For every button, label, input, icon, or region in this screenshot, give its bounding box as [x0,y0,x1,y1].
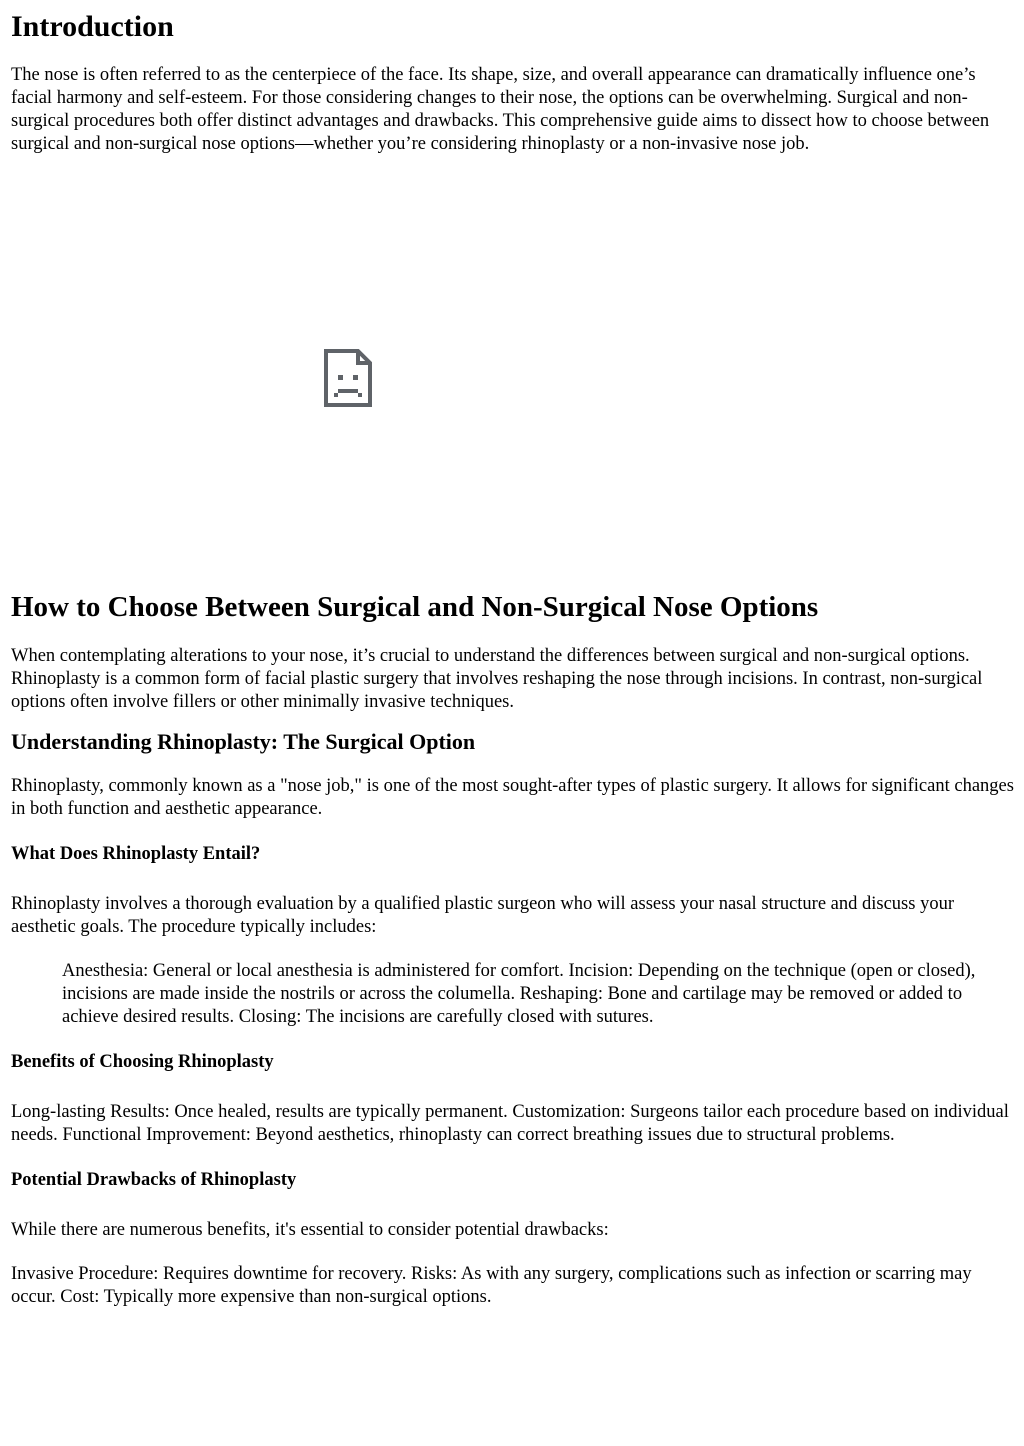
intro-paragraph: The nose is often referred to as the centerpiece of the face. Its shape, size, and overall appearance can dramatically influence one’s facial harmony and self-esteem. For those considering changes to their nose, the options can be overwhelming. Surgical and non-surgical procedures both offer distinct advantages and drawbacks. This comprehensive guide aims to dissect how to choose between surgical and non-surgical nose options—whether you’re considering rhinoplasty or a non-invasive nose job. [11,65,990,154]
benefits-heading: Benefits of Choosing Rhinoplasty [11,1052,274,1072]
drawbacks-heading: Potential Drawbacks of Rhinoplasty [11,1170,297,1190]
entail-paragraph: Rhinoplasty involves a thorough evaluation by a qualified plastic surgeon who will assess your nasal structure and discuss your aesthetic goals. The procedure typically includes: [11,894,954,937]
image-placeholder [11,166,1014,572]
drawbacks-intro: While there are numerous benefits, it's essential to consider potential drawbacks: [11,1220,609,1240]
drawbacks-paragraph: Invasive Procedure: Requires downtime for recovery. Risks: As with any surgery, complications such as infection or scarring may occur. Cost: Typically more expensive than non-surgical options. [11,1264,972,1307]
rhinoplasty-heading: Understanding Rhinoplasty: The Surgical Option [11,729,476,754]
main-paragraph: When contemplating alterations to your nose, it’s crucial to understand the differences between surgical and non-surgical options. Rhinoplasty is a common form of facial plastic surgery that involves reshaping the nose through incisions. In contrast, non-surgical options often involve fillers or other minimally invasive techniques. [11,646,983,712]
broken-image-icon [324,349,372,407]
entail-heading: What Does Rhinoplasty Entail? [11,844,261,864]
intro-heading: Introduction [11,10,174,43]
benefits-paragraph: Long-lasting Results: Once healed, results are typically permanent. Customization: Surgeons tailor each procedure based on individual needs. Functional Improvement: Beyond aesthetics, rhinoplasty can correct breathing issues due to structural problems. [11,1102,1009,1145]
procedure-steps: Anesthesia: General or local anesthesia is administered for comfort. Incision: Depending on the technique (open or closed), incisions are made inside the nostrils or across the columella. Reshaping: Bone and cartilage may be removed or added to achieve desired results. Closing: The incisions are carefully closed with sutures. [62,961,976,1027]
rhinoplasty-paragraph: Rhinoplasty, commonly known as a "nose job," is one of the most sought-after types of plastic surgery. It allows for significant changes in both function and aesthetic appearance. [11,776,1014,819]
main-heading: How to Choose Between Surgical and Non-Surgical Nose Options [11,591,819,623]
